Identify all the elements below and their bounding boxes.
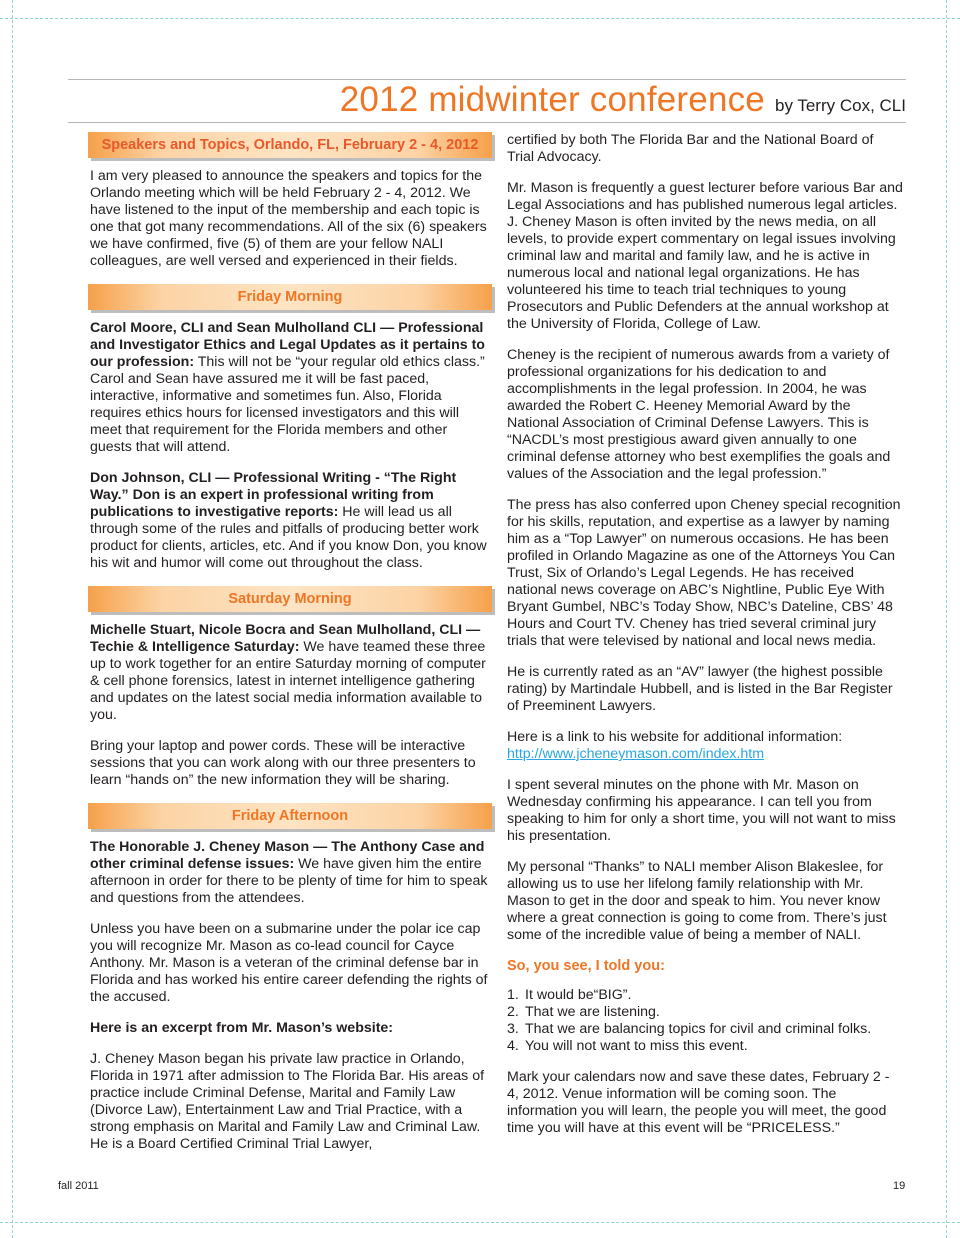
- banner-saturday-morning: Saturday Morning: [88, 586, 492, 612]
- excerpt-heading: [90, 1020, 490, 1037]
- crop-guide-top: [0, 18, 960, 19]
- excerpt-heading-text: Here is an excerpt from Mr. Mason’s website:: [90, 1020, 394, 1036]
- told-you-heading: So, you see, I told you:: [507, 958, 665, 974]
- list-item-number: 3.: [507, 1021, 519, 1037]
- certified-paragraph: certified by both The Florida Bar and the National Board of Trial Advocacy.: [507, 132, 874, 165]
- session-mason: [90, 839, 490, 907]
- list-item-text: You will not want to miss this event.: [525, 1038, 748, 1054]
- session-ethics-text: This will not be “your regular old ethics class.” Carol and Sean have assured me it will be fast paced, interactive, informative and sometimes fun. Also, Florida requires ethics hours for licensed investigators and this will meet that requirement for the Florida members and other guests that will attend.: [90, 354, 485, 455]
- reasons-list: [507, 987, 903, 1055]
- list-item: [507, 1004, 903, 1021]
- session-techie: [90, 622, 490, 724]
- list-item-text: That we are balancing topics for civil and criminal folks.: [525, 1021, 872, 1037]
- session-mason-text: We have given him the entire afternoon in order for there to be plenty of time for him to speak and questions from the attendees.: [90, 856, 488, 906]
- laptop-paragraph: Bring your laptop and power cords. These will be interactive sessions that you can work along with our three presenters to learn “hands on” the new information they will be sharing.: [90, 738, 476, 788]
- phone-paragraph: I spent several minutes on the phone with Mr. Mason on Wednesday confirming his appearance. I can tell you from speaking to him for only a short time, you will not want to miss his presentation.: [507, 777, 896, 844]
- intro-paragraph: I am very pleased to announce the speakers and topics for the Orlando meeting which will be held February 2 - 4, 2012. We have listened to the input of the membership and each topic is one that got many recommendations. All of the six (6) speakers we have confirmed, five (5) of them are your fellow NALI colleagues, are well versed and experienced in their fields.: [90, 168, 487, 269]
- session-ethics: [90, 320, 490, 456]
- right-column: [507, 132, 903, 1151]
- footer-issue: fall 2011: [58, 1180, 99, 1192]
- list-item-number: 4.: [507, 1038, 519, 1054]
- session-ethics-title: Carol Moore, CLI and Sean Mulholland CLI — Professional and Investigator Ethics and Legal Updates as it pertains to our profession:: [90, 320, 485, 370]
- list-item-text: It would be“BIG”.: [525, 987, 632, 1003]
- session-techie-title: Michelle Stuart, Nicole Bocra and Sean Mulholland, CLI — Techie & Intelligence Saturday:: [90, 622, 481, 655]
- page-header: [340, 80, 906, 120]
- list-item: [507, 1038, 903, 1055]
- lecturer-paragraph: Mr. Mason is frequently a guest lecturer before various Bar and Legal Associations and has published numerous legal articles. J. Cheney Mason is often invited by the news media, on all levels, to provide expert commentary on legal issues involving criminal law and marital and family law, and he is active in numerous local and national legal organizations. He has volunteered his time to teach trial techniques to young Prosecutors and Public Defenders at the annual workshop at the University of Florida, College of Law.: [507, 180, 903, 332]
- banner-speakers-topics: Speakers and Topics, Orlando, FL, February 2 - 4, 2012: [88, 132, 492, 158]
- list-item-number: 1.: [507, 987, 519, 1003]
- session-writing-text: He will lead us all through some of the rules and pitfalls of producing better work product for clients, articles, etc. And if you know Don, you know his wit and humor will come out throughout the class.: [90, 504, 487, 571]
- left-column: [90, 132, 490, 1167]
- session-writing-title: Don Johnson, CLI — Professional Writing - “The Right Way.” Don is an expert in professional writing from publications to investigative reports:: [90, 470, 457, 520]
- session-writing: [90, 470, 490, 572]
- awards-paragraph: Cheney is the recipient of numerous awards from a variety of professional organizations for his dedication to and accomplishments in the legal profession. In 2004, he was awarded the Robert C. Heeney Memorial Award by the National Association of Criminal Defense Lawyers. This is “NACDL’s most prestigious award given annually to one criminal defense attorney who best exemplifies the goals and values of the Association and the legal profession.”: [507, 347, 891, 482]
- thanks-paragraph: My personal “Thanks” to NALI member Alison Blakeslee, for allowing us to use her lifelong family relationship with Mr. Mason to get in the door and speak to him. You never know where a great connection is going to come from. There’s just some of the incredible value of being a member of NALI.: [507, 859, 887, 943]
- excerpt-paragraph: J. Cheney Mason began his private law practice in Orlando, Florida in 1971 after admission to The Florida Bar. His areas of practice include Criminal Defense, Marital and Family Law (Divorce Law), Entertainment Law and Trial Practice, with a strong emphasis on Marital and Family Law and Criminal Law. He is a Board Certified Criminal Trial Lawyer,: [90, 1051, 485, 1152]
- mason-intro-paragraph: Unless you have been on a submarine under the polar ice cap you will recognize Mr. Mason as co-lead council for Cayce Anthony. Mr. Mason is a veteran of the criminal defense bar in Florida and has worked his entire career defending the rights of the accused.: [90, 921, 488, 1005]
- banner-friday-afternoon: Friday Afternoon: [88, 803, 492, 829]
- banner-friday-morning: Friday Morning: [88, 284, 492, 310]
- website-paragraph: [507, 729, 903, 763]
- list-item-text: That we are listening.: [525, 1004, 660, 1020]
- author-byline: by Terry Cox, CLI: [774, 96, 906, 115]
- rating-paragraph: He is currently rated as an “AV” lawyer (the highest possible rating) by Martindale Hubbell, and is listed in the Bar Register of Preeminent Lawyers.: [507, 664, 893, 714]
- page-title: 2012 midwinter conference: [339, 80, 765, 119]
- website-intro: Here is a link to his website for additional information:: [507, 729, 843, 745]
- crop-guide-left: [12, 0, 13, 1238]
- press-paragraph: The press has also conferred upon Cheney special recognition for his skills, reputation, and expertise as a lawyer by naming him as a “Top Lawyer” on numerous occasions. He has been profiled in Orlando Magazine as one of the Attorneys You Can Trust, Six of Orlando’s Legal Legends. He has received national news coverage on ABC’s Nightline, Public Eye With Bryant Gumbel, NBC’s Today Show, NBC’s Dateline, CBS’ 48 Hours and Court TV. Cheney has tried several criminal jury trials that were televised by national and local news media.: [507, 497, 901, 649]
- list-item: [507, 987, 903, 1004]
- footer-page-number: 19: [893, 1180, 906, 1192]
- closing-paragraph: Mark your calendars now and save these dates, February 2 - 4, 2012. Venue information will be coming soon. The information you will learn, the people you will meet, the good time you will have at this event will be “PRICELESS.”: [507, 1069, 890, 1136]
- crop-guide-right: [946, 0, 947, 1238]
- list-item-number: 2.: [507, 1004, 519, 1020]
- crop-guide-bottom: [0, 1222, 960, 1223]
- website-link[interactable]: http://www.jcheneymason.com/index.htm: [507, 746, 765, 762]
- header-rule-bottom: [68, 122, 906, 123]
- list-item: [507, 1021, 903, 1038]
- session-mason-title: The Honorable J. Cheney Mason — The Anthony Case and other criminal defense issues:: [90, 839, 485, 872]
- session-techie-text: We have teamed these three up to work together for an entire Saturday morning of computer & cell phone forensics, latest in internet intelligence gathering and updates on the latest social media information available to you.: [90, 639, 486, 723]
